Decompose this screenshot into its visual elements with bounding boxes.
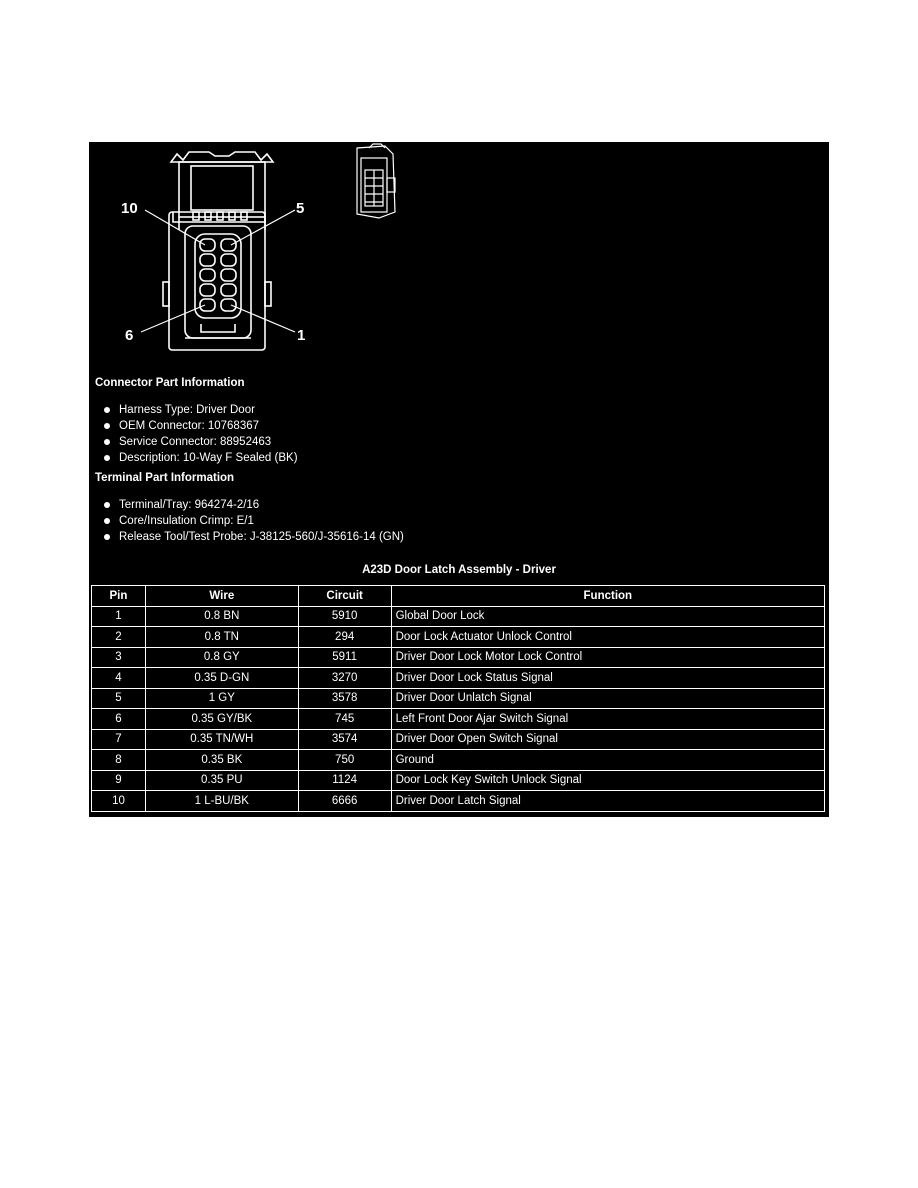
table-row (92, 606, 825, 627)
cell-pin: 2 (92, 627, 146, 648)
cell-pin: 4 (92, 668, 146, 689)
document-panel (89, 142, 829, 817)
pin-cavities (200, 239, 236, 311)
cell-circuit: 3270 (298, 668, 391, 689)
pin-label-5: 5 (296, 200, 305, 217)
column-header-circuit: Circuit (298, 586, 391, 607)
table-row (92, 709, 825, 730)
cell-pin: 7 (92, 729, 146, 750)
cell-circuit: 294 (298, 627, 391, 648)
cell-function: Door Lock Key Switch Unlock Signal (391, 770, 824, 791)
cell-circuit: 3574 (298, 729, 391, 750)
latch-top-shape (171, 152, 273, 162)
list-item: Core/Insulation Crimp: E/1 (103, 513, 404, 529)
table-row (92, 770, 825, 791)
pin-table (91, 585, 825, 812)
cell-circuit: 5910 (298, 606, 391, 627)
cell-circuit: 750 (298, 750, 391, 771)
table-row (92, 729, 825, 750)
table-row (92, 627, 825, 648)
column-header-function: Function (391, 586, 824, 607)
list-item: Terminal/Tray: 964274-2/16 (103, 497, 404, 513)
pin-label-6: 6 (125, 327, 134, 344)
cell-wire: 0.35 TN/WH (145, 729, 298, 750)
table-title: A23D Door Latch Assembly - Driver (362, 564, 556, 576)
cell-function: Left Front Door Ajar Switch Signal (391, 709, 824, 730)
cell-pin: 1 (92, 606, 146, 627)
latch-window (191, 166, 253, 210)
cell-function: Driver Door Unlatch Signal (391, 688, 824, 709)
connector-info-list (103, 402, 298, 466)
table-row (92, 750, 825, 771)
cell-circuit: 5911 (298, 647, 391, 668)
table-row (92, 791, 825, 812)
table-row (92, 688, 825, 709)
cell-pin: 8 (92, 750, 146, 771)
cell-pin: 9 (92, 770, 146, 791)
table-header-row (92, 586, 825, 607)
cell-function: Driver Door Open Switch Signal (391, 729, 824, 750)
pin-label-1: 1 (297, 327, 306, 344)
cell-function: Door Lock Actuator Unlock Control (391, 627, 824, 648)
list-item: Service Connector: 88952463 (103, 434, 298, 450)
cell-wire: 1 L-BU/BK (145, 791, 298, 812)
column-header-wire: Wire (145, 586, 298, 607)
table-row (92, 668, 825, 689)
cell-pin: 5 (92, 688, 146, 709)
latch-arm (179, 162, 265, 217)
cavity-frame (195, 234, 241, 318)
terminal-info-list (103, 497, 404, 545)
cell-function: Driver Door Lock Status Signal (391, 668, 824, 689)
cell-pin: 6 (92, 709, 146, 730)
terminal-info-heading: Terminal Part Information (95, 472, 235, 484)
cell-circuit: 1124 (298, 770, 391, 791)
cell-wire: 0.8 BN (145, 606, 298, 627)
cell-wire: 0.8 TN (145, 627, 298, 648)
cell-wire: 0.35 GY/BK (145, 709, 298, 730)
pin-label-10: 10 (121, 200, 138, 217)
cell-function: Driver Door Latch Signal (391, 791, 824, 812)
cell-function: Ground (391, 750, 824, 771)
cell-wire: 0.8 GY (145, 647, 298, 668)
list-item: OEM Connector: 10768367 (103, 418, 298, 434)
cell-function: Global Door Lock (391, 606, 824, 627)
cell-circuit: 6666 (298, 791, 391, 812)
cell-wire: 0.35 BK (145, 750, 298, 771)
cell-circuit: 745 (298, 709, 391, 730)
connector-perspective-view (357, 144, 395, 218)
cell-circuit: 3578 (298, 688, 391, 709)
cell-pin: 3 (92, 647, 146, 668)
cell-wire: 0.35 PU (145, 770, 298, 791)
cell-function: Driver Door Lock Motor Lock Control (391, 647, 824, 668)
list-item: Release Tool/Test Probe: J-38125-560/J-35616-14 (GN) (103, 529, 404, 545)
list-item: Harness Type: Driver Door (103, 402, 298, 418)
cell-wire: 0.35 D-GN (145, 668, 298, 689)
cell-wire: 1 GY (145, 688, 298, 709)
connector-info-heading: Connector Part Information (95, 377, 245, 389)
list-item: Description: 10-Way F Sealed (BK) (103, 450, 298, 466)
column-header-pin: Pin (92, 586, 146, 607)
cell-pin: 10 (92, 791, 146, 812)
table-row (92, 647, 825, 668)
